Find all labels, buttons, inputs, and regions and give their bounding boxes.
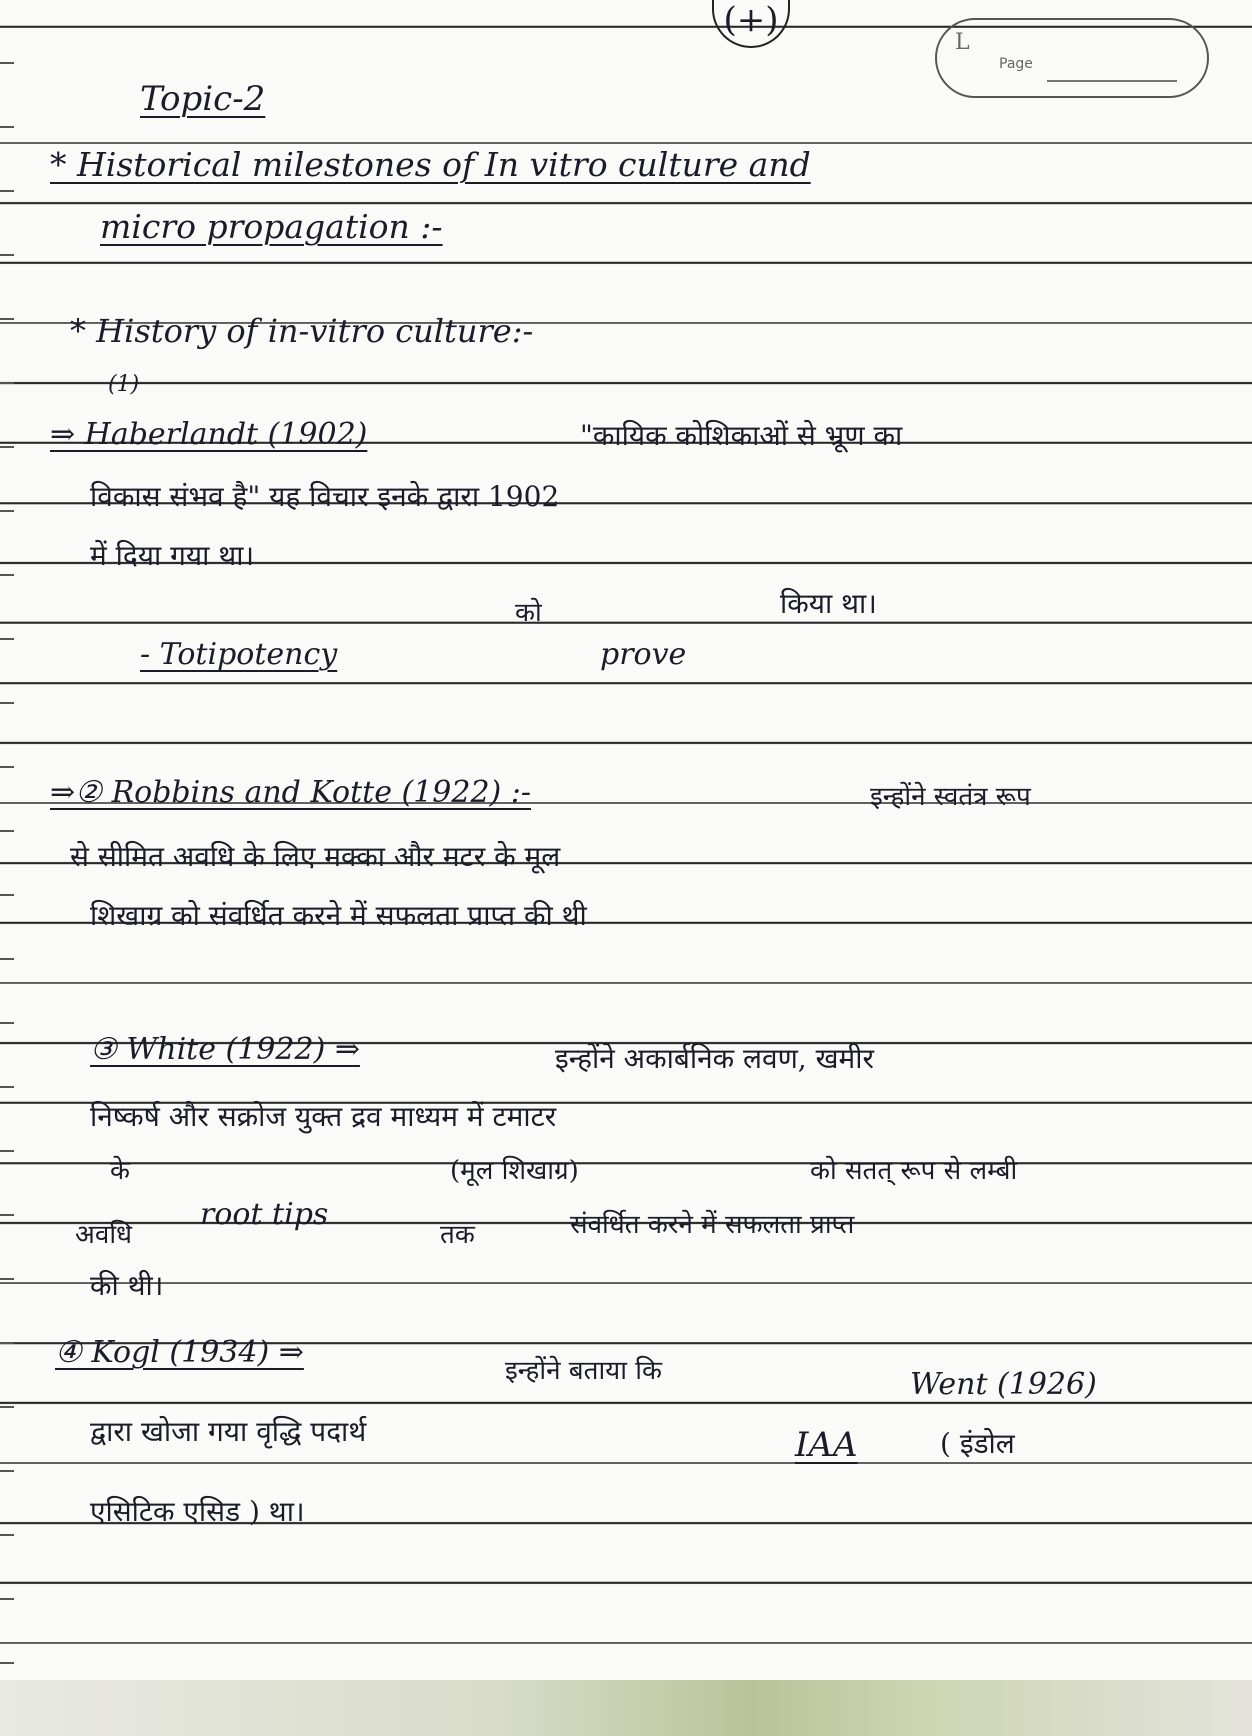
topic-title: Topic-2: [140, 79, 266, 119]
entry-1-title: ⇒ Haberlandt (1902): [50, 417, 368, 452]
entry-4-line: द्वारा खोजा गया वृद्धि पदार्थ: [90, 1415, 367, 1448]
entry-3-line: की थी।: [90, 1269, 164, 1302]
entry-1-line: "कायिक कोशिकाओं से भ्रूण का: [580, 419, 903, 452]
stamp-label: Page: [999, 56, 1033, 72]
entry-2-line: से सीमित अवधि के लिए मक्का और मटर के मूल: [70, 840, 561, 873]
entry-1-note-suffix: किया था।: [780, 587, 877, 620]
entry-4-line: एसिटिक एसिड ) था।: [90, 1495, 305, 1528]
entry-3-line: (मूल शिखाग्र): [450, 1156, 579, 1186]
entry-3-line: अवधि: [75, 1220, 133, 1250]
entry-1-note: - Totipotency: [140, 637, 338, 672]
entry-2-title: ⇒② Robbins and Kotte (1922) :-: [50, 775, 532, 810]
entry-2-line: शिखाग्र को संवर्धित करने में सफलता प्राप्त की थी: [90, 899, 587, 932]
entry-3-title: ③ White (1922) ⇒: [90, 1032, 360, 1067]
entry-3-line: निष्कर्ष और सक्रोज युक्त द्रव माध्यम में टमाटर: [90, 1100, 557, 1133]
entry-3-line: root tips: [200, 1197, 329, 1232]
stamp-logo-icon: L: [955, 30, 970, 55]
heading-line-2: micro propagation :-: [100, 207, 443, 246]
entry-3-line: तक: [440, 1220, 475, 1250]
entry-4-title: ④ Kogl (1934) ⇒: [55, 1335, 304, 1370]
entry-1-line: विकास संभव है" यह विचार इनके द्वारा 1902: [90, 480, 560, 513]
page-stamp: [935, 18, 1209, 98]
entry-1-note-prove: prove: [600, 637, 687, 672]
entry-3-line: के: [110, 1156, 130, 1186]
entry-2-line: इन्होंने स्वतंत्र रूप: [870, 782, 1031, 812]
subheading: * History of in-vitro culture:-: [70, 312, 534, 350]
entry-1-note-ko: को: [515, 598, 542, 628]
entry-1-line: में दिया गया था।: [90, 539, 255, 572]
entry-4-line: ( इंडोल: [940, 1427, 1015, 1460]
stamp-page-line: [1047, 80, 1177, 82]
page-number: (+): [723, 0, 779, 40]
entry-4-line: IAA: [795, 1425, 858, 1465]
background-surface: [0, 1680, 1252, 1736]
heading-line-1: * Historical milestones of In vitro culture and: [50, 145, 811, 184]
entry-3-line: संवर्धित करने में सफलता प्राप्त: [570, 1210, 855, 1240]
entry-4-line: Went (1926): [910, 1367, 1097, 1402]
entry-1-marker: (1): [108, 372, 140, 397]
margin-dashes: [0, 0, 14, 1680]
entry-3-line: इन्होंने अकार्बनिक लवण, खमीर: [555, 1042, 874, 1075]
entry-3-line: को सतत् रूप से लम्बी: [810, 1156, 1018, 1186]
entry-4-line: इन्होंने बताया कि: [505, 1356, 662, 1386]
page-number-circle: [712, 0, 790, 48]
